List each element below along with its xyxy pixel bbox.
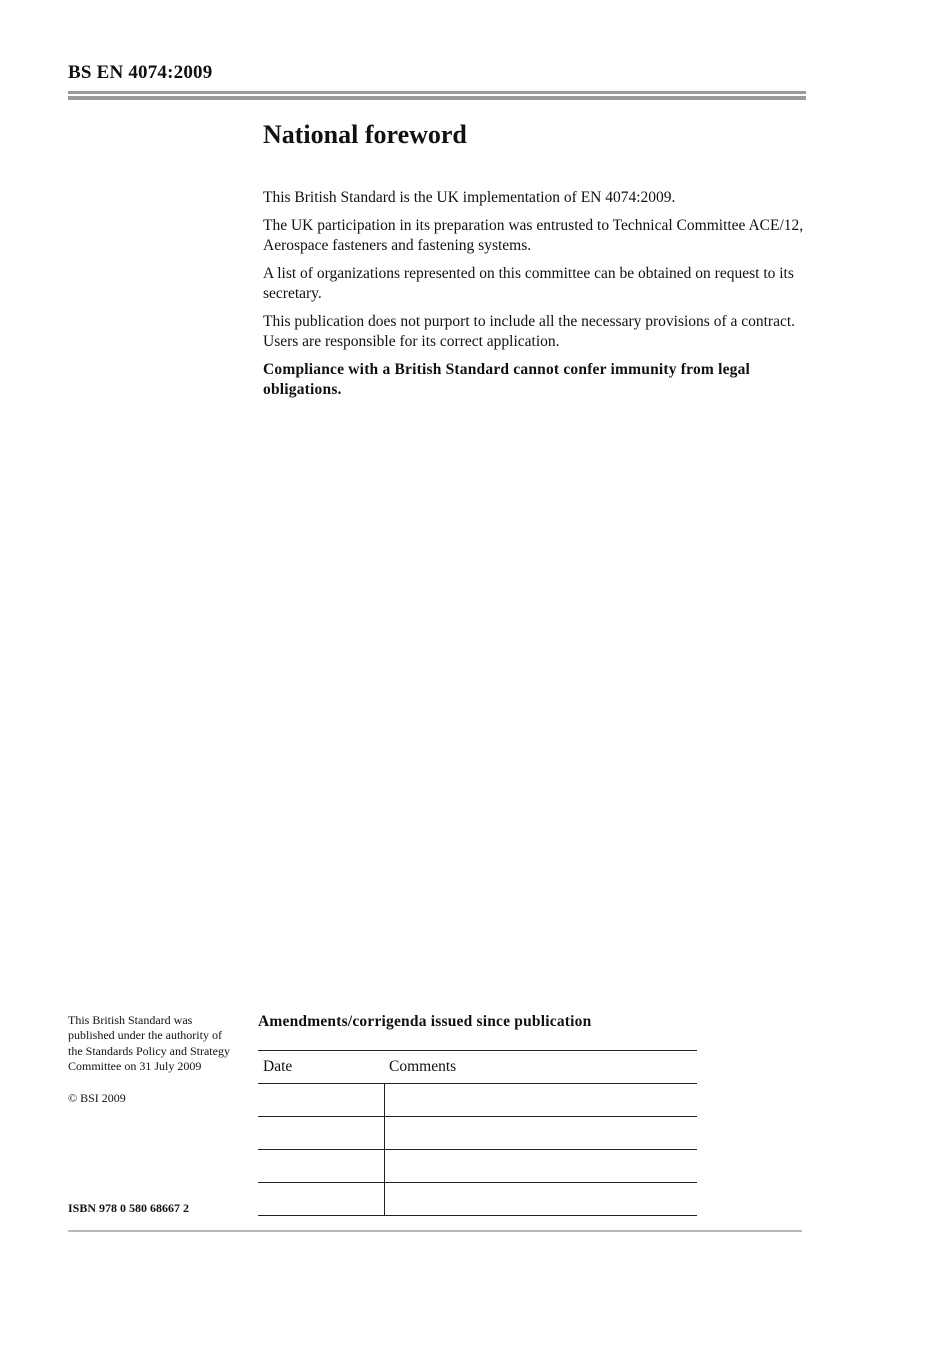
header-rule <box>68 96 806 100</box>
footer-rule <box>68 1230 802 1232</box>
amendments-table <box>258 1050 697 1216</box>
comments-cell <box>384 1117 697 1150</box>
table-row <box>258 1150 697 1183</box>
table-row <box>258 1117 697 1150</box>
foreword-body <box>263 188 808 408</box>
column-header-comments: Comments <box>384 1051 697 1084</box>
date-cell <box>258 1084 384 1117</box>
isbn: ISBN 978 0 580 68667 2 <box>68 1201 190 1215</box>
publish-note: This British Standard was published under the authority of the Standards Policy and Strategy Committee on 31 July 2009 <box>68 1013 230 1073</box>
copyright: © BSI 2009 <box>68 1091 126 1106</box>
amendments-title: Amendments/corrigenda issued since publication <box>258 1013 592 1030</box>
comments-cell <box>384 1150 697 1183</box>
paragraph: The UK participation in its preparation was entrusted to Technical Committee ACE/12, Aerospace fasteners and fastening systems. <box>263 217 804 254</box>
table-row <box>258 1183 697 1216</box>
date-cell <box>258 1183 384 1216</box>
header-rule <box>68 91 806 94</box>
table-row <box>258 1084 697 1117</box>
table-header-row <box>258 1051 697 1084</box>
document-code: BS EN 4074:2009 <box>68 62 213 83</box>
column-header-date: Date <box>258 1051 384 1084</box>
paragraph: A list of organizations represented on this committee can be obtained on request to its secretary. <box>263 265 794 302</box>
paragraph: This British Standard is the UK implementation of EN 4074:2009. <box>263 189 676 206</box>
comments-cell <box>384 1084 697 1117</box>
date-cell <box>258 1150 384 1183</box>
publication-sidebar <box>68 1013 238 1106</box>
comments-cell <box>384 1183 697 1216</box>
date-cell <box>258 1117 384 1150</box>
compliance-notice: Compliance with a British Standard cannot confer immunity from legal obligations. <box>263 361 751 398</box>
page-title: National foreword <box>263 120 467 149</box>
paragraph: This publication does not purport to include all the necessary provisions of a contract. Users are responsible for its correct application. <box>263 313 796 350</box>
